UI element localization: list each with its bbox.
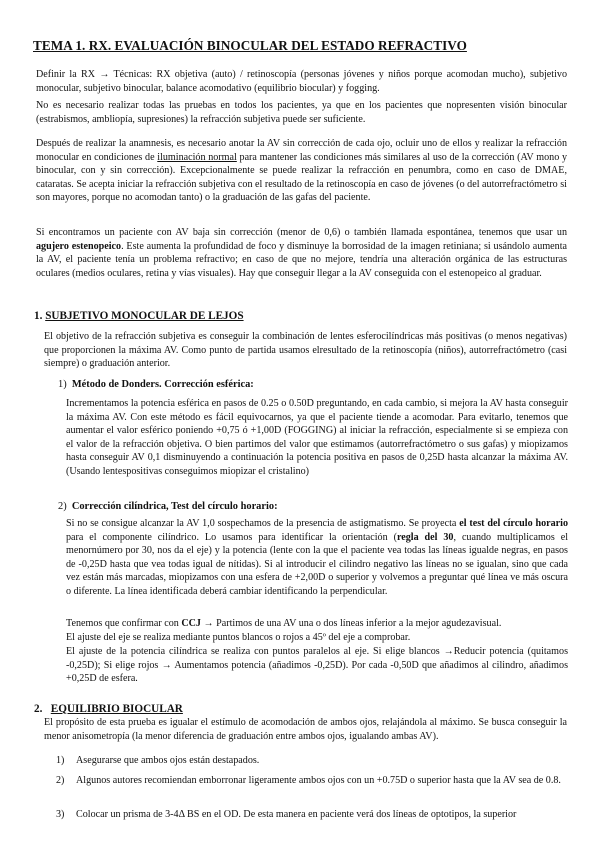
intro-paragraph-4: Si encontramos un paciente con AV baja sin corrección (menor de 0,6) o también llamada espontánea, tenemos que usar un agujero estenopeico. Este aumenta la profundidad de foco y disminuye la borrosidad de la imagen retiniana; si usándolo aumenta la AV, el paciente tenía un problema refractivo; en caso de que no mejore, tendría una alteración orgánica de las estructuras oculares (medios oculares, retina y vías visuales). Hay que conseguir llegar a la AV conseguida con el estenopeico al graduar. (36, 227, 567, 279)
power-adjust-paragraph: El ajuste de la potencia cilíndrica se realiza con puntos paralelos al eje. Si elige blancos →Reducir potencia (quitamos -0,25D); Si elige rojos → Aumentamos potencia (añadimos -0,25D). Por cada -0,50D que añadimos al cilindro, añadimos +0,25D de esfera. (66, 646, 568, 685)
subsection-1-text: Incrementamos la potencia esférica en pasos de 0.25 o 0.50D preguntando, en cada cambio, si mejora la AV hasta conseguir la máxima AV. Con este método es fácil equivocarnos, ya que el paciente tiende a acomodar. Para evitarlo, tenemos que aumentar el valor esférico poniendo +0,75 ó +1,00D (FOGGING) al iniciar la refracción, especialmente si se empieza con el valor de la refracción objetiva. O bien partimos del valor que estimamos (autorrefractómetro o sus gafas) y miopizamos hasta conseguir AV 0,1 disminuyendo a continuación la potencia positiva en pasos de 0,25D hasta alcanzar la máxima AV. (Usando lentespositivas conseguimos miopizar el cristalino) (66, 398, 568, 477)
ccj-paragraph: Tenemos que confirmar con CCJ → Partimos de una AV una o dos líneas inferior a la mejor agudezavisual. (66, 618, 502, 629)
intro-paragraph-2: No es necesario realizar todas las pruebas en todos los pacientes, ya que en los pacientes que nopresenten visión binocular (estrabismos, ambliopía, supresiones) la refracción subjetiva puede ser suficiente. (36, 100, 567, 125)
axis-adjust-paragraph: El ajuste del eje se realiza mediante puntos blancos o rojos a 45º del eje a comprobar. (66, 632, 411, 643)
section-1-heading: 1. SUBJETIVO MONOCULAR DE LEJOS (34, 310, 244, 322)
section-1-intro: El objetivo de la refracción subjetiva es conseguir la combinación de lentes esferocilíndricas más positivas (o menos negativas) que proporcionen la máxima AV. Como punto de partida usamos elresultado de la retinoscopía (niños), autorrefractómetro (casi siempre) o graduación anterior. (44, 331, 567, 370)
list-item: 3) Colocar un prisma de 3-4Δ BS en el OD. De esta manera en paciente verá dos líneas de optotipos, la superior (56, 809, 517, 820)
subsection-1-heading: 1) Método de Donders. Corrección esférica: (58, 379, 254, 390)
bold-term: agujero estenopeico (36, 240, 122, 252)
section-2-heading: 2. EQUILIBRIO BIOCULAR (34, 703, 183, 715)
list-item: 2) Algunos autores recomiendan emborronar ligeramente ambos ojos con un +0.75D o superior hasta que la AV sea de 0.8. (56, 775, 561, 786)
section-2-intro: El propósito de esta prueba es igualar el estímulo de acomodación de ambos ojos, relajándola al máximo. Se busca conseguir la menor anisometropía (la menor diferencia de graduación entre ambos ojos, igualando ambas AV). (44, 717, 567, 742)
intro-paragraph-3: Después de realizar la anamnesis, es necesario anotar la AV sin corrección de cada ojo, ocluir uno de ellos y realizar la refracción monocular en condiciones de iluminación normal para mantener las condiciones más similares al uso de la corrección (AV mono y binocular, con y sin corrección). Excepcionalmente se puede realizar la refracción en penumbra, como en caso de DMAE, cataratas. Se acepta iniciar la refracción subjetiva con el resultado de la retinoscopía en caso de jóvenes (o del autorrefractómetro si son mayores, porque no acomodan tanto) o la graduación de las gafas del paciente. (36, 138, 567, 204)
subsection-2-text: Si no se consigue alcanzar la AV 1,0 sospechamos de la presencia de astigmatismo. Se proyecta el test del círculo horario para el componente cilíndrico. Lo usamos para identificar la orientación (regla del 30, cuando multiplicamos el menornúmero por 30, nos da el eje) y la potencia (lente con la que el paciente vea todas las líneas igualde negras, en pasos de -0,25D hasta que vea todas igual de nítidas). Si al introducir el cilindro negativo las líneas no se igualan, sino que cada vez están más marcadas, miopizamos con una esfera de +2,00D o superior y volvemos a preguntar qué línea ve más oscura o diferente. La línea identificada deberá cambiar identificando la perpendicular. (66, 518, 569, 597)
page-title: TEMA 1. RX. EVALUACIÓN BINOCULAR DEL ESTADO REFRACTIVO (33, 38, 467, 53)
subsection-2-heading: 2) Corrección cilíndrica, Test del círculo horario: (58, 501, 278, 512)
list-item: 1) Asegurarse que ambos ojos están destapados. (56, 755, 260, 766)
underlined-term: iluminación normal (157, 151, 237, 163)
intro-paragraph-1: Definir la RX → Técnicas: RX objetiva (auto) / retinoscopía (personas jóvenes y niños porque acomodan mucho), subjetivo monocular, subjetivo binocular, balance acomodativo (equilibrio biocular) y fogging. (36, 69, 567, 94)
